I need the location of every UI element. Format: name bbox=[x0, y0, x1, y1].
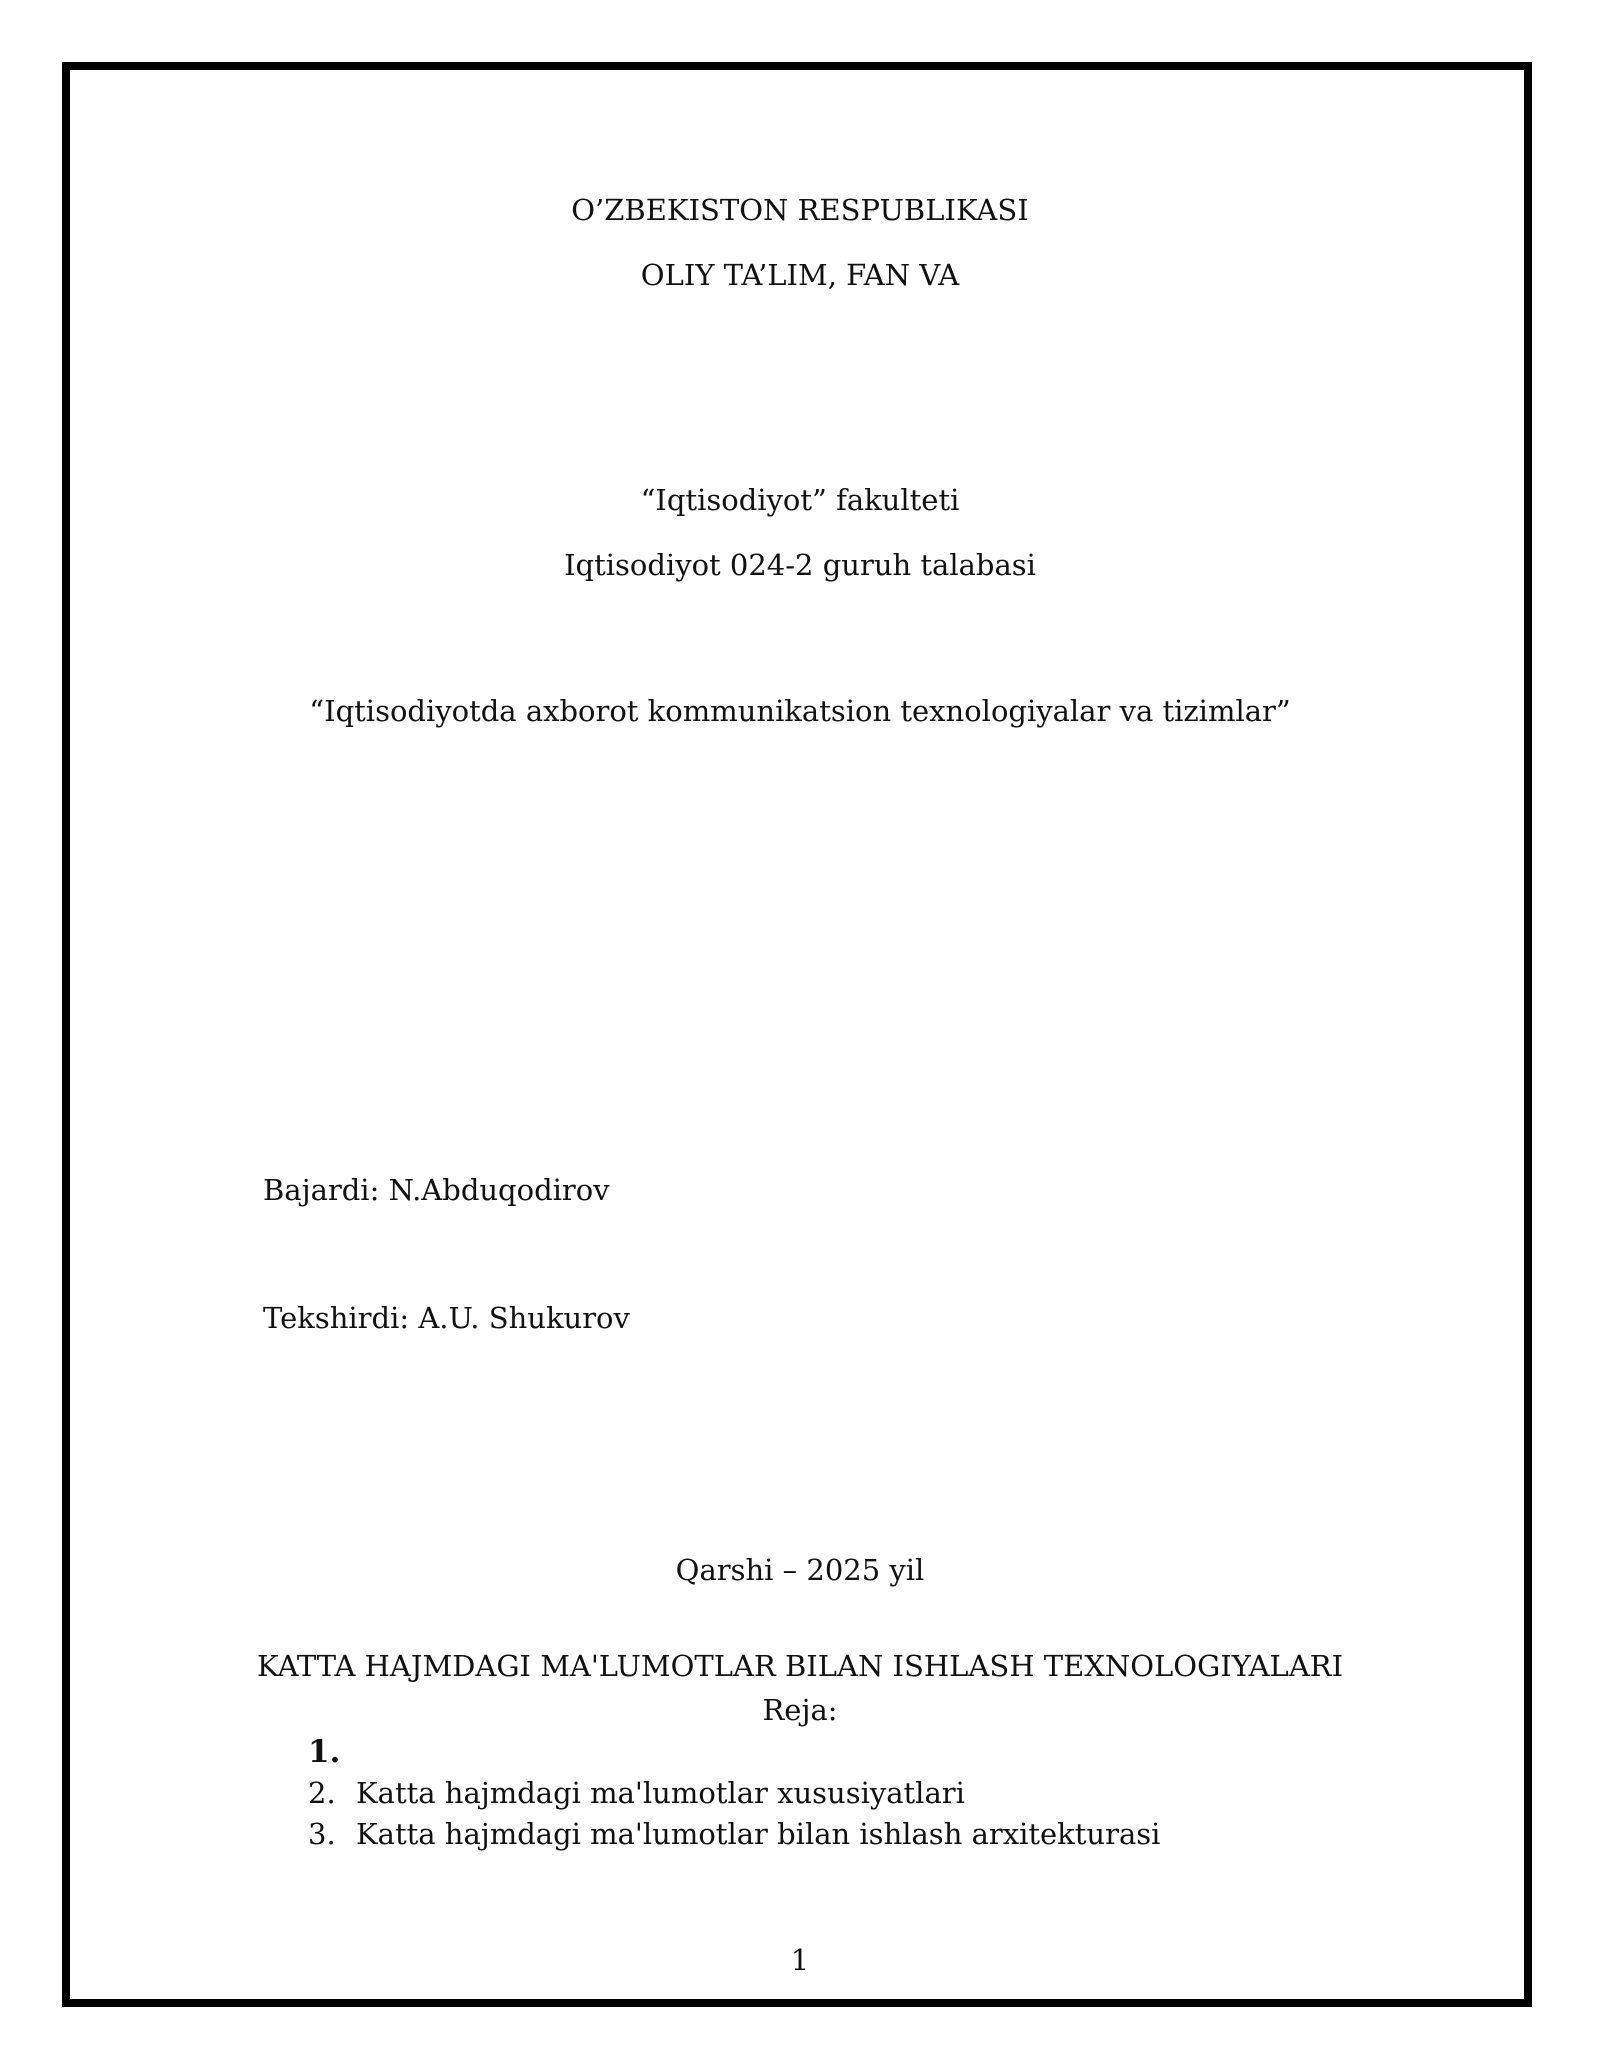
plan-item-number: 2. bbox=[308, 1776, 336, 1810]
group-name: Iqtisodiyot 024-2 guruh talabasi bbox=[564, 548, 1036, 582]
plan-item bbox=[308, 1814, 1160, 1855]
checked-by: Tekshirdi: A.U. Shukurov bbox=[263, 1301, 630, 1335]
place-year: Qarshi – 2025 yil bbox=[675, 1553, 925, 1587]
plan-item-number: 1. bbox=[308, 1734, 341, 1770]
plan-item-text: Katta hajmdagi ma'lumotlar xususiyatlari bbox=[356, 1776, 965, 1810]
plan-list bbox=[308, 1732, 1160, 1855]
plan-item bbox=[308, 1732, 1160, 1773]
header-line-2: OLIY TA’LIM, FAN VA bbox=[640, 258, 960, 292]
page-number: 1 bbox=[790, 1943, 810, 1977]
plan-label: Reja: bbox=[762, 1693, 838, 1727]
plan-item-number: 3. bbox=[308, 1817, 336, 1851]
header-line-1: O’ZBEKISTON RESPUBLIKASI bbox=[571, 193, 1029, 227]
plan-item bbox=[308, 1773, 1160, 1814]
topic-title: KATTA HAJMDAGI MA'LUMOTLAR BILAN ISHLASH TEXNOLOGIYALARI bbox=[256, 1649, 1344, 1683]
faculty-name: “Iqtisodiyot” fakulteti bbox=[640, 483, 960, 517]
performed-by: Bajardi: N.Abduqodirov bbox=[263, 1173, 610, 1207]
subject-title: “Iqtisodiyotda axborot kommunikatsion texnologiyalar va tizimlar” bbox=[309, 694, 1291, 728]
plan-item-text: Katta hajmdagi ma'lumotlar bilan ishlash arxitekturasi bbox=[356, 1817, 1161, 1851]
